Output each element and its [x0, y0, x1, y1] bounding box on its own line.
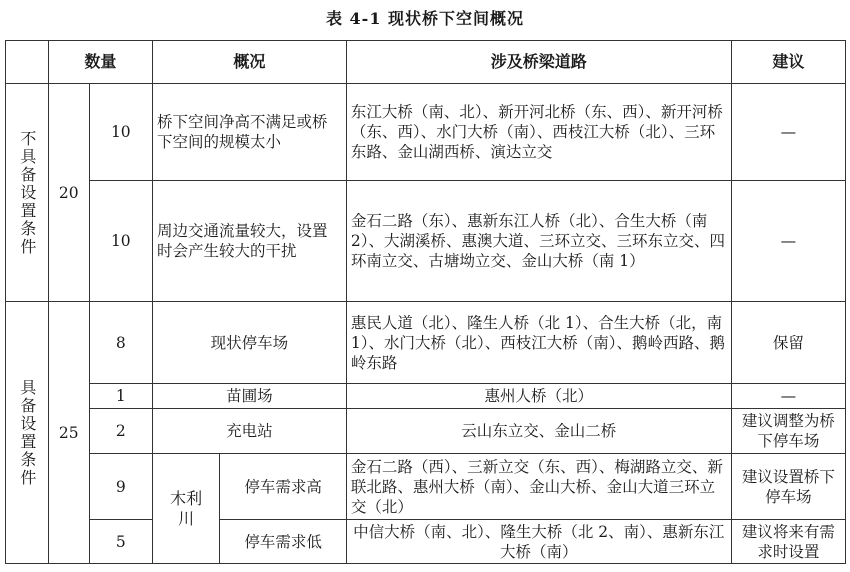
row-count: 9: [89, 454, 152, 520]
row-advice: 建议将来有需求时设置: [731, 520, 845, 564]
row-advice: 建议设置桥下停车场: [731, 454, 845, 520]
row-advice: 建议调整为桥下停车场: [731, 409, 845, 454]
group-label-text: 不具备设置条件: [17, 129, 37, 256]
table-row: [6, 384, 846, 409]
row-advice: 保留: [731, 302, 845, 384]
corner-cell: [6, 41, 49, 84]
bridge-space-table: [5, 40, 846, 564]
row-roads: 中信大桥（南、北）、隆生大桥（北 2、南）、惠新东江大桥（南）: [346, 520, 731, 564]
row-roads: 惠州人桥（北）: [346, 384, 731, 409]
row-count: 5: [89, 520, 152, 564]
table-title: 表 4-1 现状桥下空间概况: [325, 9, 525, 28]
table-row: [6, 409, 846, 454]
group-total: 20: [48, 84, 89, 302]
row-advice: —: [731, 181, 845, 302]
row-roads: 云山东立交、金山二桥: [346, 409, 731, 454]
row-desc: 停车需求低: [220, 520, 347, 564]
row-count: 10: [89, 181, 152, 302]
header-roads: 涉及桥梁道路: [346, 41, 731, 84]
row-count: 1: [89, 384, 152, 409]
table-row: [6, 520, 846, 564]
row-subgroup: [152, 454, 219, 564]
table-row: [6, 302, 846, 384]
row-roads: 惠民人道（北）、隆生人桥（北 1）、合生大桥（北，南 1）、水门大桥（北）、西枝江大桥（南）、鹅岭西路、鹅岭东路: [346, 302, 731, 384]
row-desc: 桥下空间净高不满足或桥下空间的规模太小: [152, 84, 346, 181]
row-desc: 苗圃场: [152, 384, 346, 409]
row-advice: —: [731, 384, 845, 409]
row-desc: 现状停车场: [152, 302, 346, 384]
row-advice: —: [731, 84, 845, 181]
group-label-text: 具备设置条件: [17, 378, 37, 487]
row-roads: 金石二路（东）、惠新东江人桥（北）、合生大桥（南 2）、大湖溪桥、惠澳大道、三环立交、三环东立交、四环南立交、古塘坳立交、金山大桥（南 1）: [346, 181, 731, 302]
row-subgroup-text: 木利川: [170, 488, 203, 528]
row-desc: 周边交通流量较大，设置时会产生较大的干扰: [152, 181, 346, 302]
header-count: 数量: [48, 41, 152, 84]
row-count: 2: [89, 409, 152, 454]
row-count: 10: [89, 84, 152, 181]
header-row: [6, 41, 846, 84]
table-row: [6, 84, 846, 181]
header-overview: 概况: [152, 41, 346, 84]
group-total: 25: [48, 302, 89, 564]
row-roads: 金石二路（西）、三新立交（东、西）、梅湖路立交、新联北路、惠州大桥（南）、金山大桥、金山大道三环立交（北）: [346, 454, 731, 520]
row-desc: 充电站: [152, 409, 346, 454]
group-label: [6, 84, 49, 302]
group-label: [6, 302, 49, 564]
row-roads: 东江大桥（南、北）、新开河北桥（东、西）、新开河桥（东、西）、水门大桥（南）、西枝江大桥（北）、三环东路、金山湖西桥、演达立交: [346, 84, 731, 181]
row-count: 8: [89, 302, 152, 384]
table-row: [6, 454, 846, 520]
row-desc: 停车需求高: [220, 454, 347, 520]
table-row: [6, 181, 846, 302]
header-advice: 建议: [731, 41, 845, 84]
